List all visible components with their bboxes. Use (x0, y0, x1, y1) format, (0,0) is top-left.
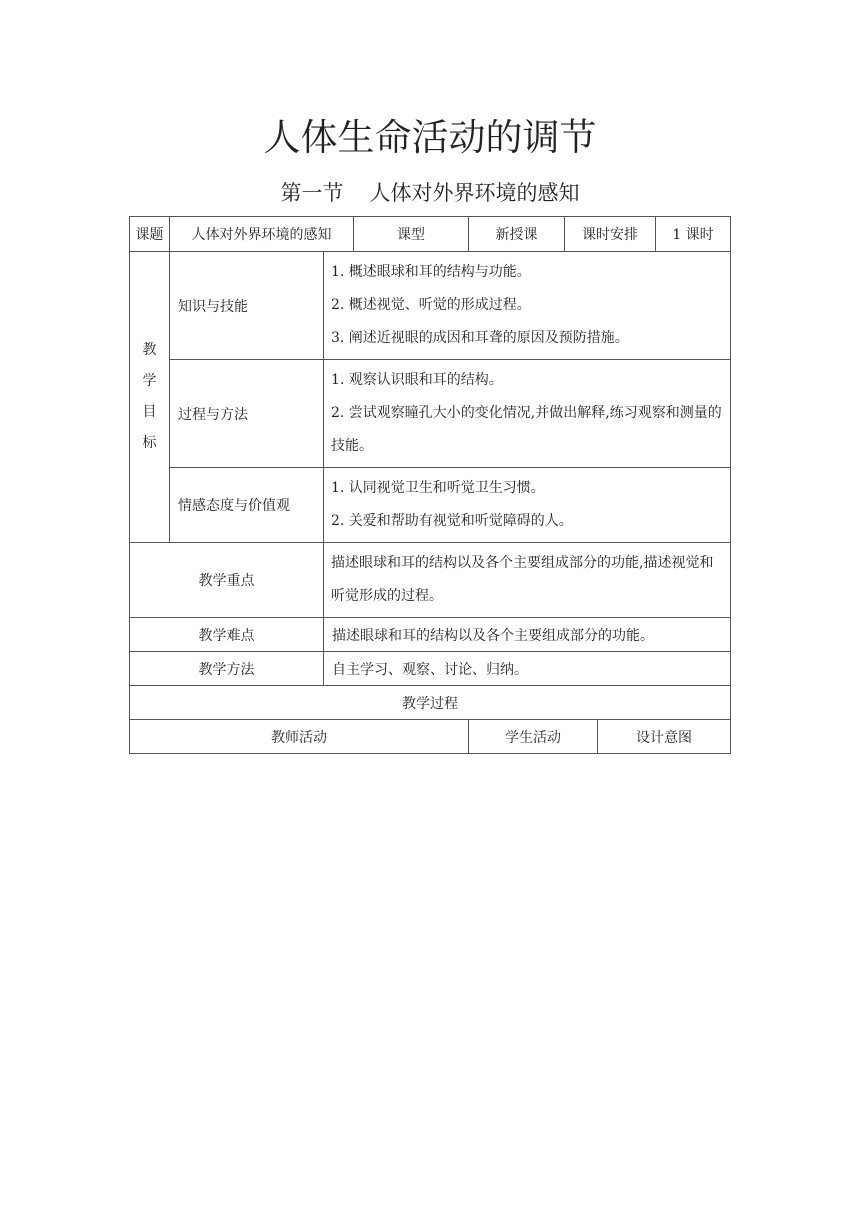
process-item: 2. 尝试观察瞳孔大小的变化情况,并做出解释,练习观察和测量的技能。 (331, 405, 722, 454)
hours-label: 课时安排 (565, 217, 656, 252)
process-item: 1. 观察认识眼和耳的结构。 (331, 372, 503, 388)
method-row (130, 652, 731, 686)
difficulty-label: 教学难点 (130, 618, 324, 652)
method-label: 教学方法 (130, 652, 324, 686)
difficulty-value: 描述眼球和耳的结构以及各个主要组成部分的功能。 (324, 618, 731, 652)
process-label: 过程与方法 (170, 360, 324, 468)
key-point-label: 教学重点 (130, 543, 324, 618)
attitude-item: 1. 认同视觉卫生和听觉卫生习惯。 (331, 480, 545, 496)
header-row (130, 217, 731, 252)
knowledge-item: 2. 概述视觉、听觉的形成过程。 (331, 297, 531, 313)
student-activity-header: 学生活动 (469, 720, 598, 754)
teacher-activity-header: 教师活动 (130, 720, 469, 754)
attitude-label: 情感态度与价值观 (170, 468, 324, 543)
lesson-plan-table (129, 216, 731, 754)
topic-label: 课题 (130, 217, 170, 252)
process-header: 教学过程 (130, 686, 731, 720)
section-heading (0, 177, 860, 209)
process-header-row (130, 686, 731, 720)
key-point-row (130, 543, 731, 618)
objective-row-process (130, 360, 731, 468)
type-label: 课型 (354, 217, 469, 252)
attitude-items (324, 468, 731, 543)
section-title: 人体对外界环境的感知 (369, 181, 580, 205)
topic-value: 人体对外界环境的感知 (170, 217, 354, 252)
process-items (324, 360, 731, 468)
document-title: 人体生命活动的调节 (263, 116, 597, 159)
attitude-item: 2. 关爱和帮助有视觉和听觉障碍的人。 (331, 513, 573, 529)
design-intent-header: 设计意图 (598, 720, 731, 754)
knowledge-item: 1. 概述眼球和耳的结构与功能。 (331, 264, 531, 280)
objectives-label: 教 学 目 标 (130, 252, 170, 543)
difficulty-row (130, 618, 731, 652)
activity-columns-row (130, 720, 731, 754)
key-point-value: 描述眼球和耳的结构以及各个主要组成部分的功能,描述视觉和听觉形成的过程。 (331, 555, 714, 604)
knowledge-label: 知识与技能 (170, 252, 324, 360)
hours-value: 1 课时 (656, 217, 731, 252)
section-number: 第一节 (280, 181, 344, 205)
method-value: 自主学习、观察、讨论、归纳。 (324, 652, 731, 686)
type-value: 新授课 (469, 217, 565, 252)
objective-row-attitude (130, 468, 731, 543)
knowledge-item: 3. 阐述近视眼的成因和耳聋的原因及预防措施。 (331, 330, 629, 346)
knowledge-items (324, 252, 731, 360)
objective-row-knowledge (130, 252, 731, 360)
